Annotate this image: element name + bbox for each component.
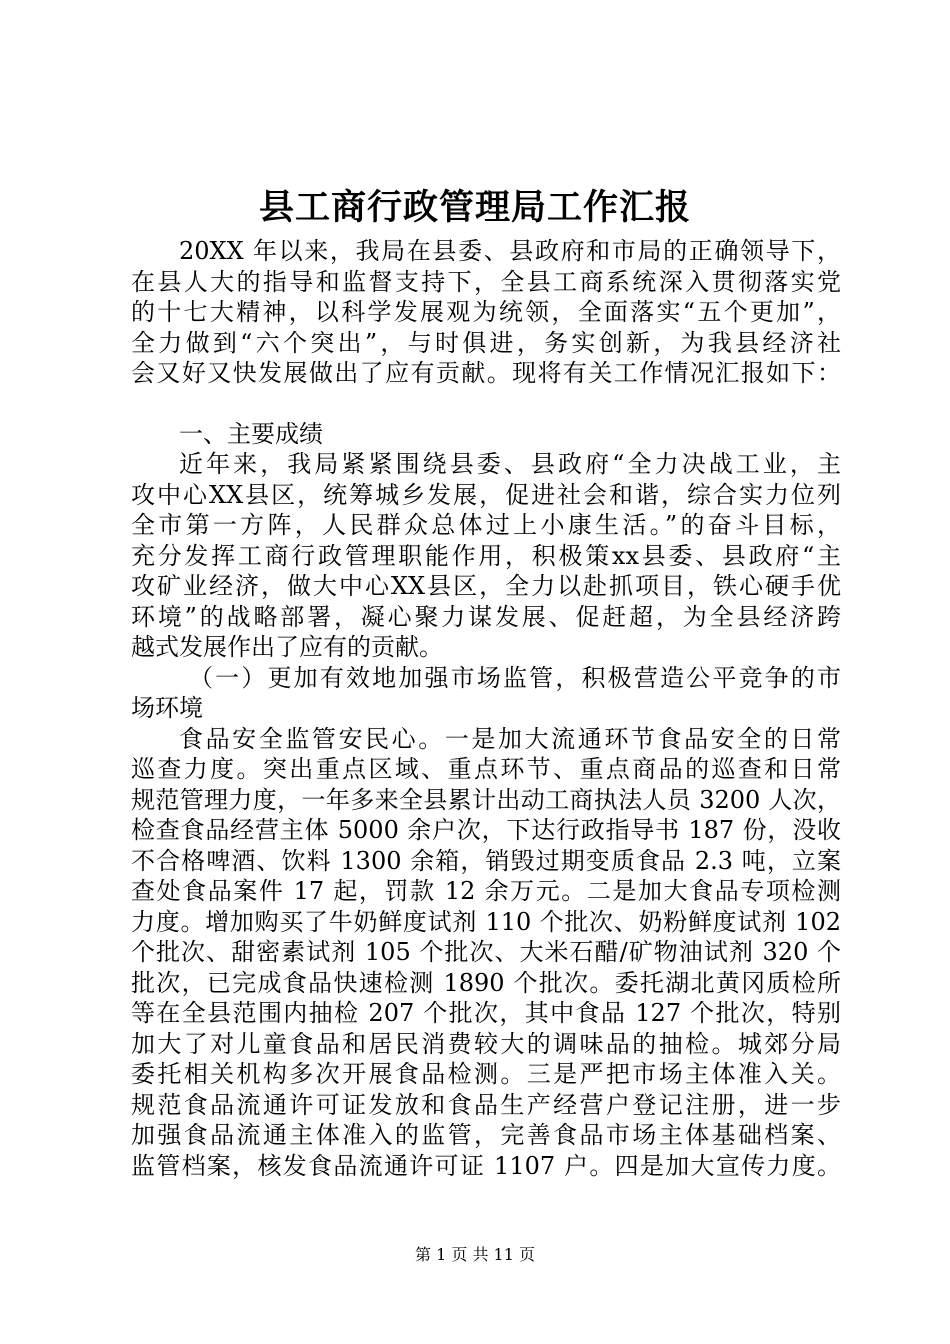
paragraph-line: 监管档案，核发食品流通许可证 1107 户。四是加大宣传力度。	[131, 1151, 841, 1180]
paragraph-line: 批次，已完成食品快速检测 1890 个批次。委托湖北黄冈质检所	[131, 968, 841, 997]
food-safety-paragraph	[131, 724, 841, 1182]
paragraph-line: 近年来，我局紧紧围绕县委、县政府“全力决战工业，主	[179, 450, 841, 478]
paragraph-line: 全市第一方阵，人民群众总体过上小康生活。”的奋斗目标，	[131, 511, 841, 539]
page-number-footer: 第 1 页 共 11 页	[415, 1245, 535, 1264]
paragraph-line: 在县人大的指导和监督支持下，全县工商系统深入贯彻落实党	[131, 267, 841, 296]
paragraph-line: 会又好又快发展做出了应有贡献。现将有关工作情况汇报如下：	[131, 359, 841, 387]
paragraph-line: 加大了对儿童食品和居民消费较大的调味品的抽检。城郊分局	[131, 1029, 841, 1058]
intro-paragraph	[131, 236, 841, 389]
paragraph-line: 力度。增加购买了牛奶鲜度试剂 110 个批次、奶粉鲜度试剂 102	[131, 907, 841, 936]
subsection-heading	[131, 663, 841, 724]
paragraph-line: 规范管理力度，一年多来全县累计出动工商执法人员 3200 人次，	[131, 785, 841, 814]
paragraph-line: 攻中心XX县区，统筹城乡发展，促进社会和谐，综合实力位列	[131, 480, 841, 509]
paragraph-line: 加强食品流通主体准入的监管，完善食品市场主体基础档案、	[131, 1121, 841, 1149]
paragraph-line: 食品安全监管安民心。一是加大流通环节食品安全的日常	[179, 724, 841, 753]
paragraph-line: 全力做到“六个突出”，与时俱进，务实创新，为我县经济社	[131, 328, 841, 357]
paragraph-line: 个批次、甜密素试剂 105 个批次、大米石醋/矿物油试剂 320 个	[131, 938, 841, 966]
paragraph-line: 检查食品经营主体 5000 余户次，下达行政指导书 187 份，没收	[131, 816, 841, 844]
section-heading: 一、主要成绩	[179, 419, 323, 448]
subsection-heading-line: 场环境	[131, 694, 203, 722]
paragraph-line: 越式发展作出了应有的贡献。	[131, 633, 443, 661]
document-body	[131, 236, 841, 1181]
paragraph-line: 20XX 年以来，我局在县委、县政府和市局的正确领导下，	[179, 237, 841, 265]
paragraph-line: 充分发挥工商行政管理职能作用，积极策xx县委、县政府“主	[131, 541, 841, 570]
paragraph-spacer	[131, 389, 841, 419]
achievements-paragraph	[131, 449, 841, 663]
paragraph-line: 的十七大精神，以科学发展观为统领，全面落实“五个更加”，	[131, 298, 841, 326]
paragraph-line: 等在全县范围内抽检 207 个批次，其中食品 127 个批次，特别	[131, 999, 841, 1027]
paragraph-line: 委托相关机构多次开展食品检测。三是严把市场主体准入关。	[131, 1060, 841, 1088]
paragraph-line: 巡查力度。突出重点区域、重点环节、重点商品的巡查和日常	[131, 755, 841, 783]
paragraph-line: 查处食品案件 17 起，罚款 12 余万元。二是加大食品专项检测	[131, 877, 841, 905]
subsection-heading-line: （一）更加有效地加强市场监管，积极营造公平竞争的市	[189, 663, 841, 692]
document-title: 县工商行政管理局工作汇报	[258, 187, 691, 228]
paragraph-line: 攻矿业经济，做大中心XX县区，全力以赴抓项目，铁心硬手优	[131, 572, 841, 600]
paragraph-line: 环境”的战略部署，凝心聚力谋发展、促赶超，为全县经济跨	[131, 602, 841, 631]
paragraph-line: 不合格啤酒、饮料 1300 余箱，销毁过期变质食品 2.3 吨，立案	[131, 846, 841, 875]
paragraph-line: 规范食品流通许可证发放和食品生产经营户登记注册，进一步	[131, 1090, 841, 1119]
